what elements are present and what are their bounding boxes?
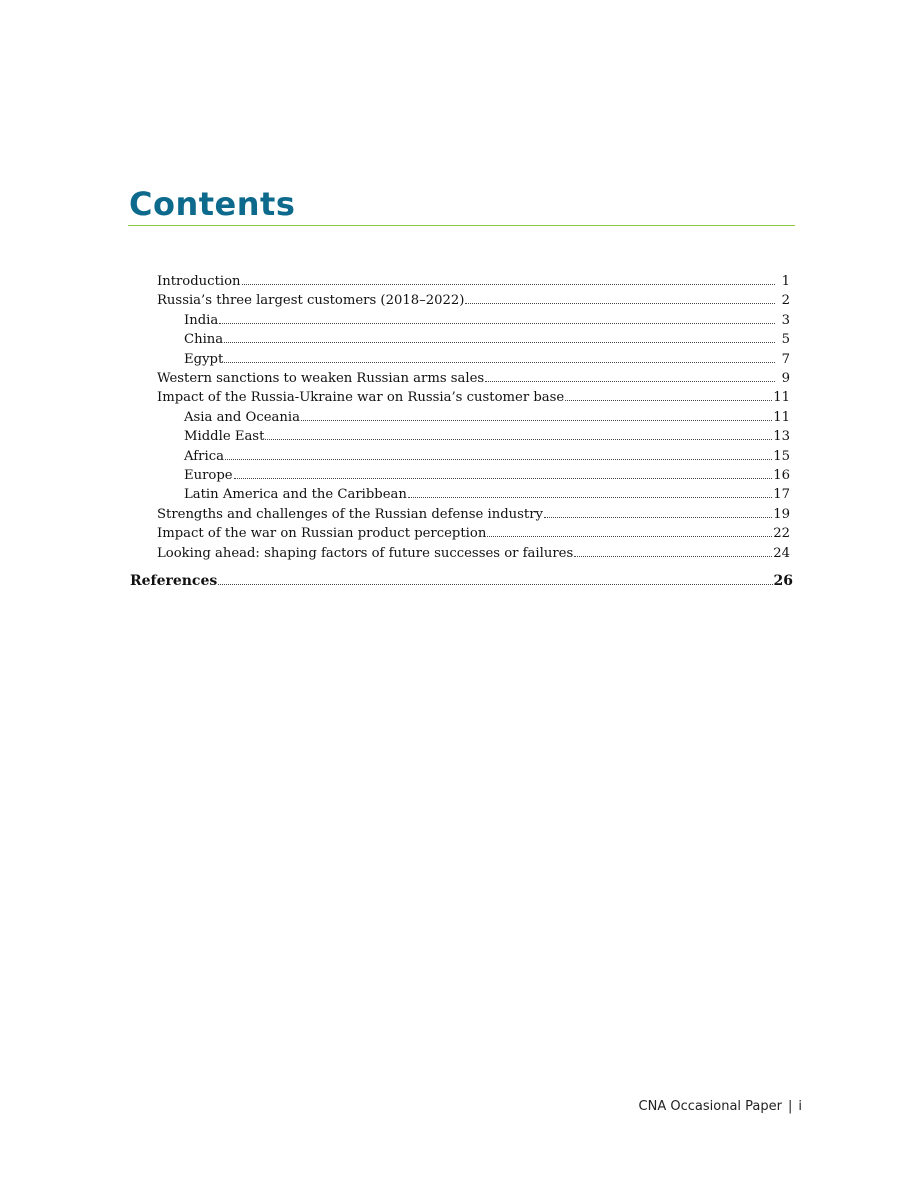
dot-leader (234, 477, 773, 479)
toc-entry-page: 19 (773, 506, 790, 522)
toc-entry-product-perception[interactable] (157, 524, 790, 543)
dot-leader (224, 341, 775, 343)
toc-entry-page: 2 (781, 293, 790, 309)
footer-separator: | (787, 1099, 793, 1114)
dot-leader (565, 399, 772, 401)
toc-entry-title: Asia and Oceania (184, 409, 300, 425)
toc-entry-page: 13 (773, 429, 790, 445)
toc-entry-page: 11 (773, 390, 790, 406)
toc-entry-title: Latin America and the Caribbean (184, 487, 407, 503)
toc-entry-title: Introduction (157, 274, 241, 289)
toc-entry-page: 16 (773, 468, 790, 483)
toc-entry-title: Impact of the war on Russian product perception (157, 526, 487, 542)
dot-leader (408, 496, 772, 498)
toc-entry-title: Western sanctions to weaken Russian arms sales (157, 371, 485, 386)
toc-entry-asia-oceania[interactable] (184, 408, 790, 427)
toc-entry-title: Africa (184, 448, 224, 464)
dot-leader (574, 555, 772, 557)
dot-leader (301, 419, 772, 421)
toc-entry-strengths-challenges[interactable] (157, 505, 790, 524)
toc-entry-title: Impact of the Russia-Ukraine war on Russia’s customer base (157, 390, 565, 406)
publication-name: CNA Occasional Paper (638, 1099, 782, 1114)
toc-entry-page: 17 (773, 487, 790, 503)
toc-entry-title: Middle East (184, 429, 265, 445)
toc-entry-page: 9 (781, 371, 790, 386)
dot-leader (219, 322, 775, 324)
toc-entry-latin-america[interactable] (184, 485, 790, 504)
toc-entry-title: India (184, 312, 219, 328)
dot-leader (218, 583, 772, 585)
toc-entry-page: 5 (781, 332, 790, 348)
dot-leader (242, 283, 775, 285)
toc-entry-war-impact-customer-base[interactable] (157, 388, 790, 407)
toc-entry-africa[interactable] (184, 447, 790, 466)
toc-entry-page: 1 (781, 274, 790, 289)
toc-entry-introduction[interactable] (157, 272, 790, 291)
dot-leader (224, 361, 775, 363)
toc-entry-page: 26 (773, 573, 793, 589)
dot-leader (485, 380, 775, 382)
page-footer (639, 1099, 802, 1114)
toc-entry-europe[interactable] (184, 466, 790, 485)
toc-entry-egypt[interactable] (184, 350, 790, 369)
dot-leader (265, 438, 772, 440)
dot-leader (487, 535, 772, 537)
page-title: Contents (129, 185, 296, 223)
toc-entry-india[interactable] (184, 311, 790, 330)
dot-leader (225, 458, 772, 460)
toc-entry-page: 11 (773, 409, 790, 425)
toc-entry-page: 7 (781, 351, 790, 367)
toc-entry-title: Strengths and challenges of the Russian defense industry (157, 506, 543, 522)
toc-entry-title: Egypt (184, 351, 224, 367)
dot-leader (544, 516, 772, 518)
toc-entry-china[interactable] (184, 330, 790, 349)
toc-entry-page: 3 (781, 312, 790, 328)
page-number: i (798, 1099, 802, 1114)
toc-entry-page: 22 (773, 526, 790, 542)
toc-entry-page: 15 (773, 448, 790, 464)
toc-entry-looking-ahead[interactable] (157, 544, 790, 563)
toc-entry-title: Europe (184, 468, 233, 483)
toc-entry-western-sanctions[interactable] (157, 369, 790, 388)
title-underline-divider (128, 225, 795, 226)
toc-entry-title: Looking ahead: shaping factors of future successes or failures (157, 545, 574, 561)
dot-leader (465, 302, 775, 304)
toc-entry-references[interactable] (130, 572, 793, 591)
toc-entry-title: China (184, 332, 224, 348)
toc-entry-largest-customers[interactable] (157, 291, 790, 310)
toc-entry-title: References (130, 573, 218, 589)
toc-entry-title: Russia’s three largest customers (2018–2022) (157, 293, 465, 309)
toc-entry-middle-east[interactable] (184, 427, 790, 446)
toc-entry-page: 24 (773, 545, 790, 561)
